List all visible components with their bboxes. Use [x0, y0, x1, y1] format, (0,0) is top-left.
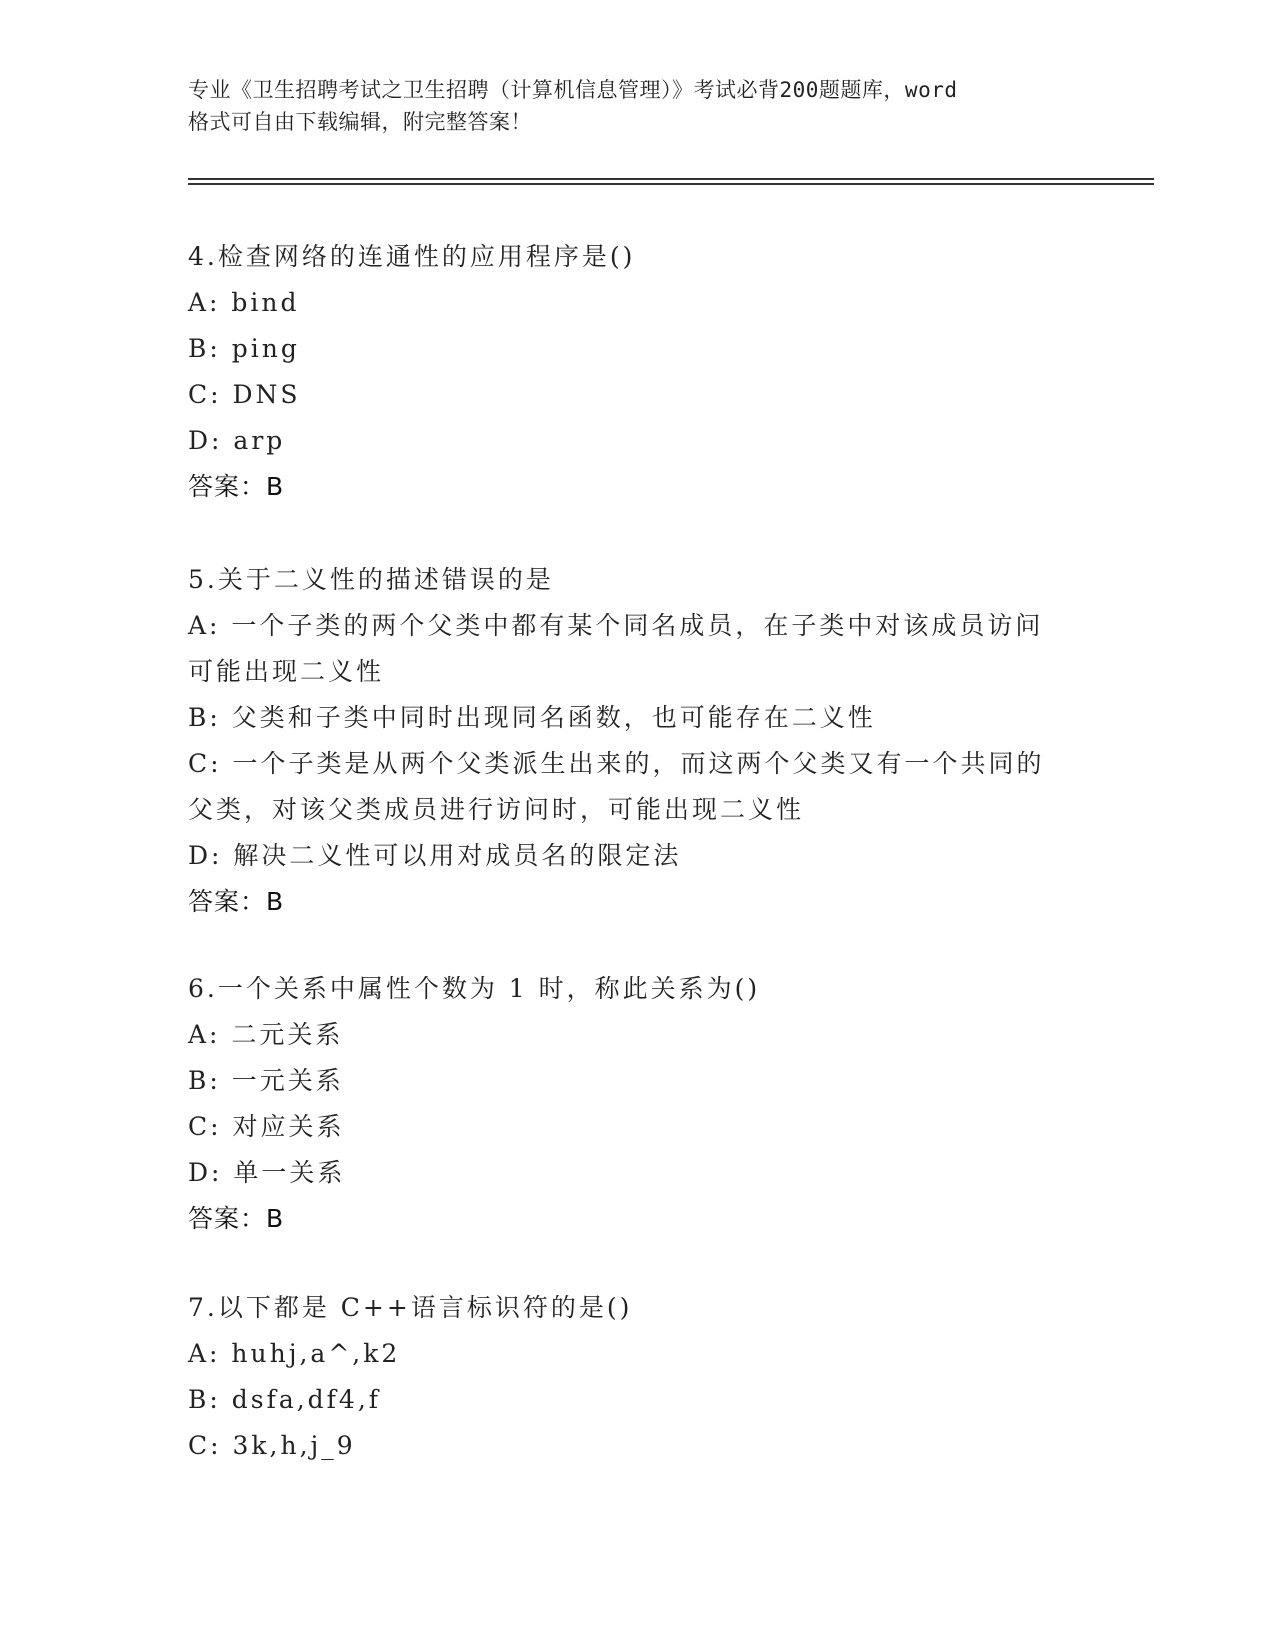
option-a: A: 一个子类的两个父类中都有某个同名成员，在子类中对该成员访问可能出现二义性: [188, 611, 1044, 686]
header-line-1: 专业《卫生招聘考试之卫生招聘（计算机信息管理）》考试必背200题题库，word: [188, 78, 958, 102]
question-title: 5.关于二义性的描述错误的是: [188, 565, 554, 594]
option-c: C: 一个子类是从两个父类派生出来的，而这两个父类又有一个共同的父类，对该父类成员进行访问时，可能出现二义性: [188, 749, 1045, 824]
answer: 答案：B: [188, 887, 285, 916]
header-line-2: 格式可自由下载编辑，附完整答案！: [188, 110, 532, 134]
answer: 答案：B: [188, 1204, 285, 1233]
question-5: [188, 557, 1088, 925]
option-b: B: 一元关系: [188, 1066, 344, 1095]
answer: 答案：B: [188, 472, 285, 501]
option-d: D: 解决二义性可以用对成员名的限定法: [188, 841, 682, 870]
option-b: B: ping: [188, 334, 300, 363]
option-d: D: 单一关系: [188, 1158, 346, 1187]
option-c: C: DNS: [188, 380, 301, 409]
option-c: C: 对应关系: [188, 1112, 345, 1141]
option-b: B: dsfa,df4,f: [188, 1385, 382, 1414]
question-title: 4.检查网络的连通性的应用程序是(): [188, 242, 636, 271]
question-6: [188, 966, 1088, 1242]
option-b: B: 父类和子类中同时出现同名函数，也可能存在二义性: [188, 703, 876, 732]
option-a: A: bind: [188, 288, 300, 317]
question-title: 7.以下都是 C++语言标识符的是(): [188, 1293, 633, 1322]
document-header: [188, 74, 1088, 138]
option-d: D: arp: [188, 426, 286, 455]
option-c: C: 3k,h,j_9: [188, 1431, 356, 1460]
question-title: 6.一个关系中属性个数为 1 时，称此关系为(): [188, 974, 761, 1003]
question-4: [188, 234, 1088, 510]
header-divider-bottom: [188, 183, 1154, 185]
option-a: A: 二元关系: [188, 1020, 344, 1049]
option-a: A: huhj,a^,k2: [188, 1339, 401, 1368]
question-7: [188, 1285, 1088, 1469]
header-divider-top: [188, 178, 1154, 180]
